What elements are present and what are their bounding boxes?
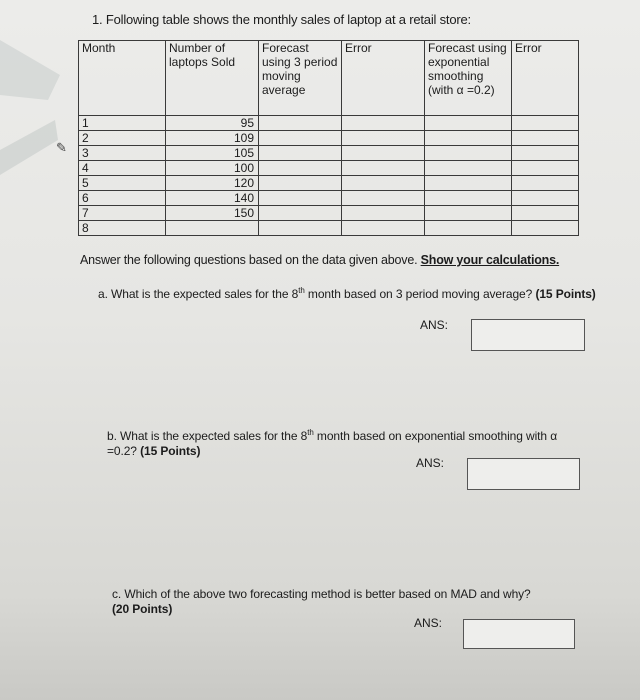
sold-cell: 105 [166, 146, 259, 161]
question-text: Which of the above two forecasting method is better based on MAD and why? [124, 587, 531, 601]
forecast-es-cell [425, 116, 512, 131]
instruction-emphasis: Show your calculations. [420, 253, 560, 267]
error-cell [512, 176, 579, 191]
answer-label: ANS: [414, 616, 443, 630]
sold-cell: 95 [166, 116, 259, 131]
table-row [79, 221, 579, 236]
answer-box-a[interactable] [471, 319, 585, 351]
forecast-ma-cell [259, 146, 342, 161]
header-laptops-sold: Number of laptops Sold [166, 41, 259, 116]
error-cell [342, 116, 425, 131]
question-title: Following table shows the monthly sales of laptop at a retail store: [105, 12, 471, 27]
header-exponential-forecast: Forecast using exponential smoothing (with α =0.2) [425, 41, 512, 116]
error-cell [342, 221, 425, 236]
question-points: (20 Points) [112, 602, 173, 616]
forecast-ma-cell [259, 191, 342, 206]
question-1-heading [92, 12, 471, 27]
forecast-ma-cell [259, 176, 342, 191]
table-row [79, 116, 579, 131]
forecast-es-cell [425, 221, 512, 236]
question-text: What is the expected sales for the 8 [111, 287, 299, 301]
question-number: 1. [92, 12, 103, 27]
forecast-es-cell [425, 206, 512, 221]
error-cell [512, 131, 579, 146]
month-cell: 5 [79, 176, 166, 191]
question-a [98, 283, 598, 302]
sold-cell: 150 [166, 206, 259, 221]
month-cell: 3 [79, 146, 166, 161]
forecast-es-cell [425, 146, 512, 161]
question-points: (15 Points) [535, 287, 596, 301]
table-header-row [79, 41, 579, 116]
question-text-cont: month based on exponential smoothing with α =0.2? [107, 429, 558, 458]
table-row [79, 176, 579, 191]
error-cell [342, 176, 425, 191]
question-letter: c. [112, 587, 122, 601]
instruction-line [80, 253, 559, 267]
question-letter: a. [98, 287, 108, 301]
error-cell [342, 161, 425, 176]
question-letter: b. [107, 429, 117, 443]
question-b [107, 425, 587, 459]
error-cell [342, 146, 425, 161]
ordinal-suffix: th [298, 286, 305, 295]
error-cell [512, 161, 579, 176]
question-text: What is the expected sales for the 8 [120, 429, 308, 443]
sold-cell: 100 [166, 161, 259, 176]
forecast-es-cell [425, 191, 512, 206]
header-month: Month [79, 41, 166, 116]
error-cell [342, 131, 425, 146]
question-points: (15 Points) [140, 444, 201, 458]
forecast-ma-cell [259, 221, 342, 236]
month-cell: 4 [79, 161, 166, 176]
table-row [79, 146, 579, 161]
ordinal-suffix: th [307, 428, 314, 437]
month-cell: 2 [79, 131, 166, 146]
table-row [79, 131, 579, 146]
question-text-cont: month based on 3 period moving average? [304, 287, 533, 301]
forecast-es-cell [425, 176, 512, 191]
sold-cell [166, 221, 259, 236]
header-moving-average-forecast: Forecast using 3 period moving average [259, 41, 342, 116]
month-cell: 6 [79, 191, 166, 206]
error-cell [342, 191, 425, 206]
forecast-ma-cell [259, 116, 342, 131]
sold-cell: 140 [166, 191, 259, 206]
table-row [79, 161, 579, 176]
forecast-ma-cell [259, 206, 342, 221]
instruction-text: Answer the following questions based on the data given above. [80, 253, 418, 267]
header-error-2: Error [512, 41, 579, 116]
question-c [112, 587, 572, 617]
answer-label: ANS: [416, 456, 445, 470]
error-cell [512, 221, 579, 236]
error-cell [342, 206, 425, 221]
month-cell: 7 [79, 206, 166, 221]
forecast-es-cell [425, 131, 512, 146]
answer-label: ANS: [420, 318, 449, 332]
header-error-1: Error [342, 41, 425, 116]
error-cell [512, 206, 579, 221]
sales-table [78, 40, 579, 236]
error-cell [512, 116, 579, 131]
forecast-es-cell [425, 161, 512, 176]
forecast-ma-cell [259, 161, 342, 176]
error-cell [512, 146, 579, 161]
sold-cell: 109 [166, 131, 259, 146]
answer-box-c[interactable] [463, 619, 575, 649]
table-row [79, 191, 579, 206]
month-cell: 1 [79, 116, 166, 131]
answer-box-b[interactable] [467, 458, 580, 490]
pencil-icon: ✎ [56, 140, 67, 155]
forecast-ma-cell [259, 131, 342, 146]
background-swoosh [0, 0, 70, 230]
sold-cell: 120 [166, 176, 259, 191]
month-cell: 8 [79, 221, 166, 236]
error-cell [512, 191, 579, 206]
table-row [79, 206, 579, 221]
